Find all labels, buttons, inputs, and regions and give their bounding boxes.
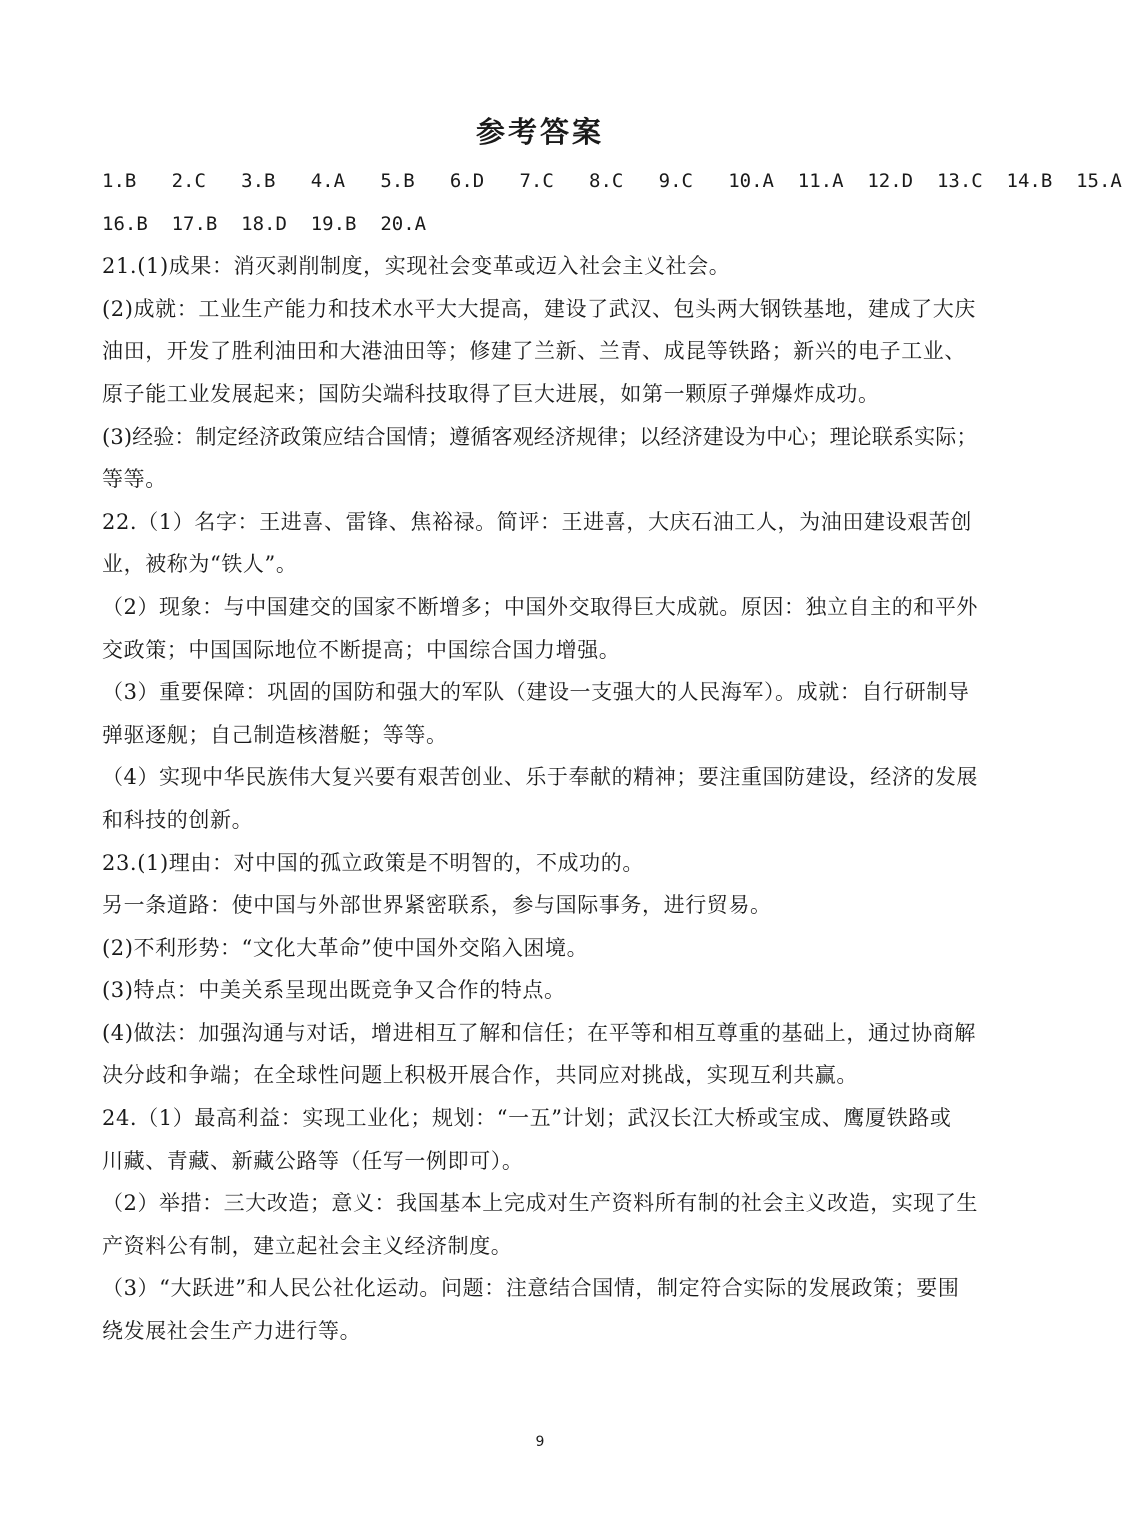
answer-line: (4)做法：加强沟通与对话，增进相互了解和信任；在平等和相互尊重的基础上，通过协商解 xyxy=(102,1020,976,1045)
choice-answer: 10.A xyxy=(728,170,774,192)
choice-answer: 19.B xyxy=(310,212,357,235)
choice-answer: 4.A xyxy=(310,170,346,192)
answer-line: 川藏、青藏、新藏公路等（任写一例即可）。 xyxy=(102,1148,524,1173)
answer-content xyxy=(102,160,1122,1353)
answer-line: 绕发展社会生产力进行等。 xyxy=(102,1319,362,1344)
answer-line: (2)成就：工业生产能力和技术水平大大提高，建设了武汉、包头两大钢铁基地，建成了大庆 xyxy=(102,296,976,321)
choice-answer: 18.D xyxy=(241,212,287,235)
answer-line: (3)经验：制定经济政策应结合国情；遵循客观经济规律；以经济建设为中心；理论联系实际； xyxy=(102,424,978,449)
answer-line: （2）举措：三大改造；意义：我国基本上完成对生产资料所有制的社会主义改造，实现了生 xyxy=(102,1191,978,1216)
choice-answer: 13.C xyxy=(936,170,983,192)
answer-line: 弹驱逐舰；自己制造核潜艇；等等。 xyxy=(102,722,448,747)
choice-answer: 5.B xyxy=(380,170,415,192)
answer-line: (2)不利形势：“文化大革命”使中国外交陷入困境。 xyxy=(102,935,589,960)
choice-answer: 8.C xyxy=(589,170,624,192)
answer-line: 决分歧和争端；在全球性问题上积极开展合作，共同应对挑战，实现互利共赢。 xyxy=(102,1063,858,1088)
answer-line: 交政策；中国国际地位不断提高；中国综合国力增强。 xyxy=(102,637,621,662)
choice-answer: 9.C xyxy=(658,170,693,192)
choice-answer: 6.D xyxy=(449,170,485,192)
answer-line: （2）现象：与中国建交的国家不断增多；中国外交取得巨大成就。原因：独立自主的和平外 xyxy=(102,594,978,619)
answer-line: 23.(1)理由：对中国的孤立政策是不明智的，不成功的。 xyxy=(102,850,644,875)
choice-answer: 20.A xyxy=(380,212,427,235)
choice-answer: 17.B xyxy=(171,212,218,235)
answer-line: 原子能工业发展起来；国防尖端科技取得了巨大进展，如第一颗原子弹爆炸成功。 xyxy=(102,381,880,406)
choice-answer: 15.A xyxy=(1076,170,1122,192)
choice-answer: 12.D xyxy=(867,170,914,192)
answer-line: 21.(1)成果：消灭剥削制度，实现社会变革或迈入社会主义社会。 xyxy=(102,254,731,279)
answer-line: （3）“大跃进”和人民公社化运动。问题：注意结合国情，制定符合实际的发展政策；要围 xyxy=(102,1276,960,1301)
answer-line: 另一条道路：使中国与外部世界紧密联系，参与国际事务，进行贸易。 xyxy=(102,893,772,918)
answer-line: 业，被称为“铁人”。 xyxy=(102,552,298,577)
choice-answer: 16.B xyxy=(102,212,148,235)
answer-line: 22.（1）名字：王进喜、雷锋、焦裕禄。简评：王进喜，大庆石油工人，为油田建设艰苦创 xyxy=(102,509,972,534)
answer-line: 和科技的创新。 xyxy=(102,807,254,832)
page-title: 参考答案 xyxy=(475,115,604,149)
choice-answer: 1.B xyxy=(102,170,137,192)
answer-line: 等等。 xyxy=(102,467,167,492)
answer-line: 24.（1）最高利益：实现工业化；规划：“一五”计划；武汉长江大桥或宝成、鹰厦铁路或 xyxy=(102,1106,952,1131)
answer-line: 油田，开发了胜利油田和大港油田等；修建了兰新、兰青、成昆等铁路；新兴的电子工业、 xyxy=(102,339,966,364)
answer-line: （3）重要保障：巩固的国防和强大的军队（建设一支强大的人民海军）。成就：自行研制导 xyxy=(102,680,970,705)
choice-answer: 11.A xyxy=(797,170,844,192)
choice-answer: 7.C xyxy=(519,170,554,192)
multiple-choice-row-2 xyxy=(102,203,982,246)
choice-answer: 14.B xyxy=(1006,170,1053,192)
multiple-choice-row-1 xyxy=(102,160,1122,203)
answer-line: (3)特点：中美关系呈现出既竞争又合作的特点。 xyxy=(102,978,566,1003)
answer-line: 产资料公有制，建立起社会主义经济制度。 xyxy=(102,1233,513,1258)
choice-answer: 2.C xyxy=(171,170,206,192)
page-number: 9 xyxy=(535,1434,545,1450)
choice-answer: 3.B xyxy=(241,170,276,192)
answer-line: （4）实现中华民族伟大复兴要有艰苦创业、乐于奉献的精神；要注重国防建设，经济的发展 xyxy=(102,765,978,790)
